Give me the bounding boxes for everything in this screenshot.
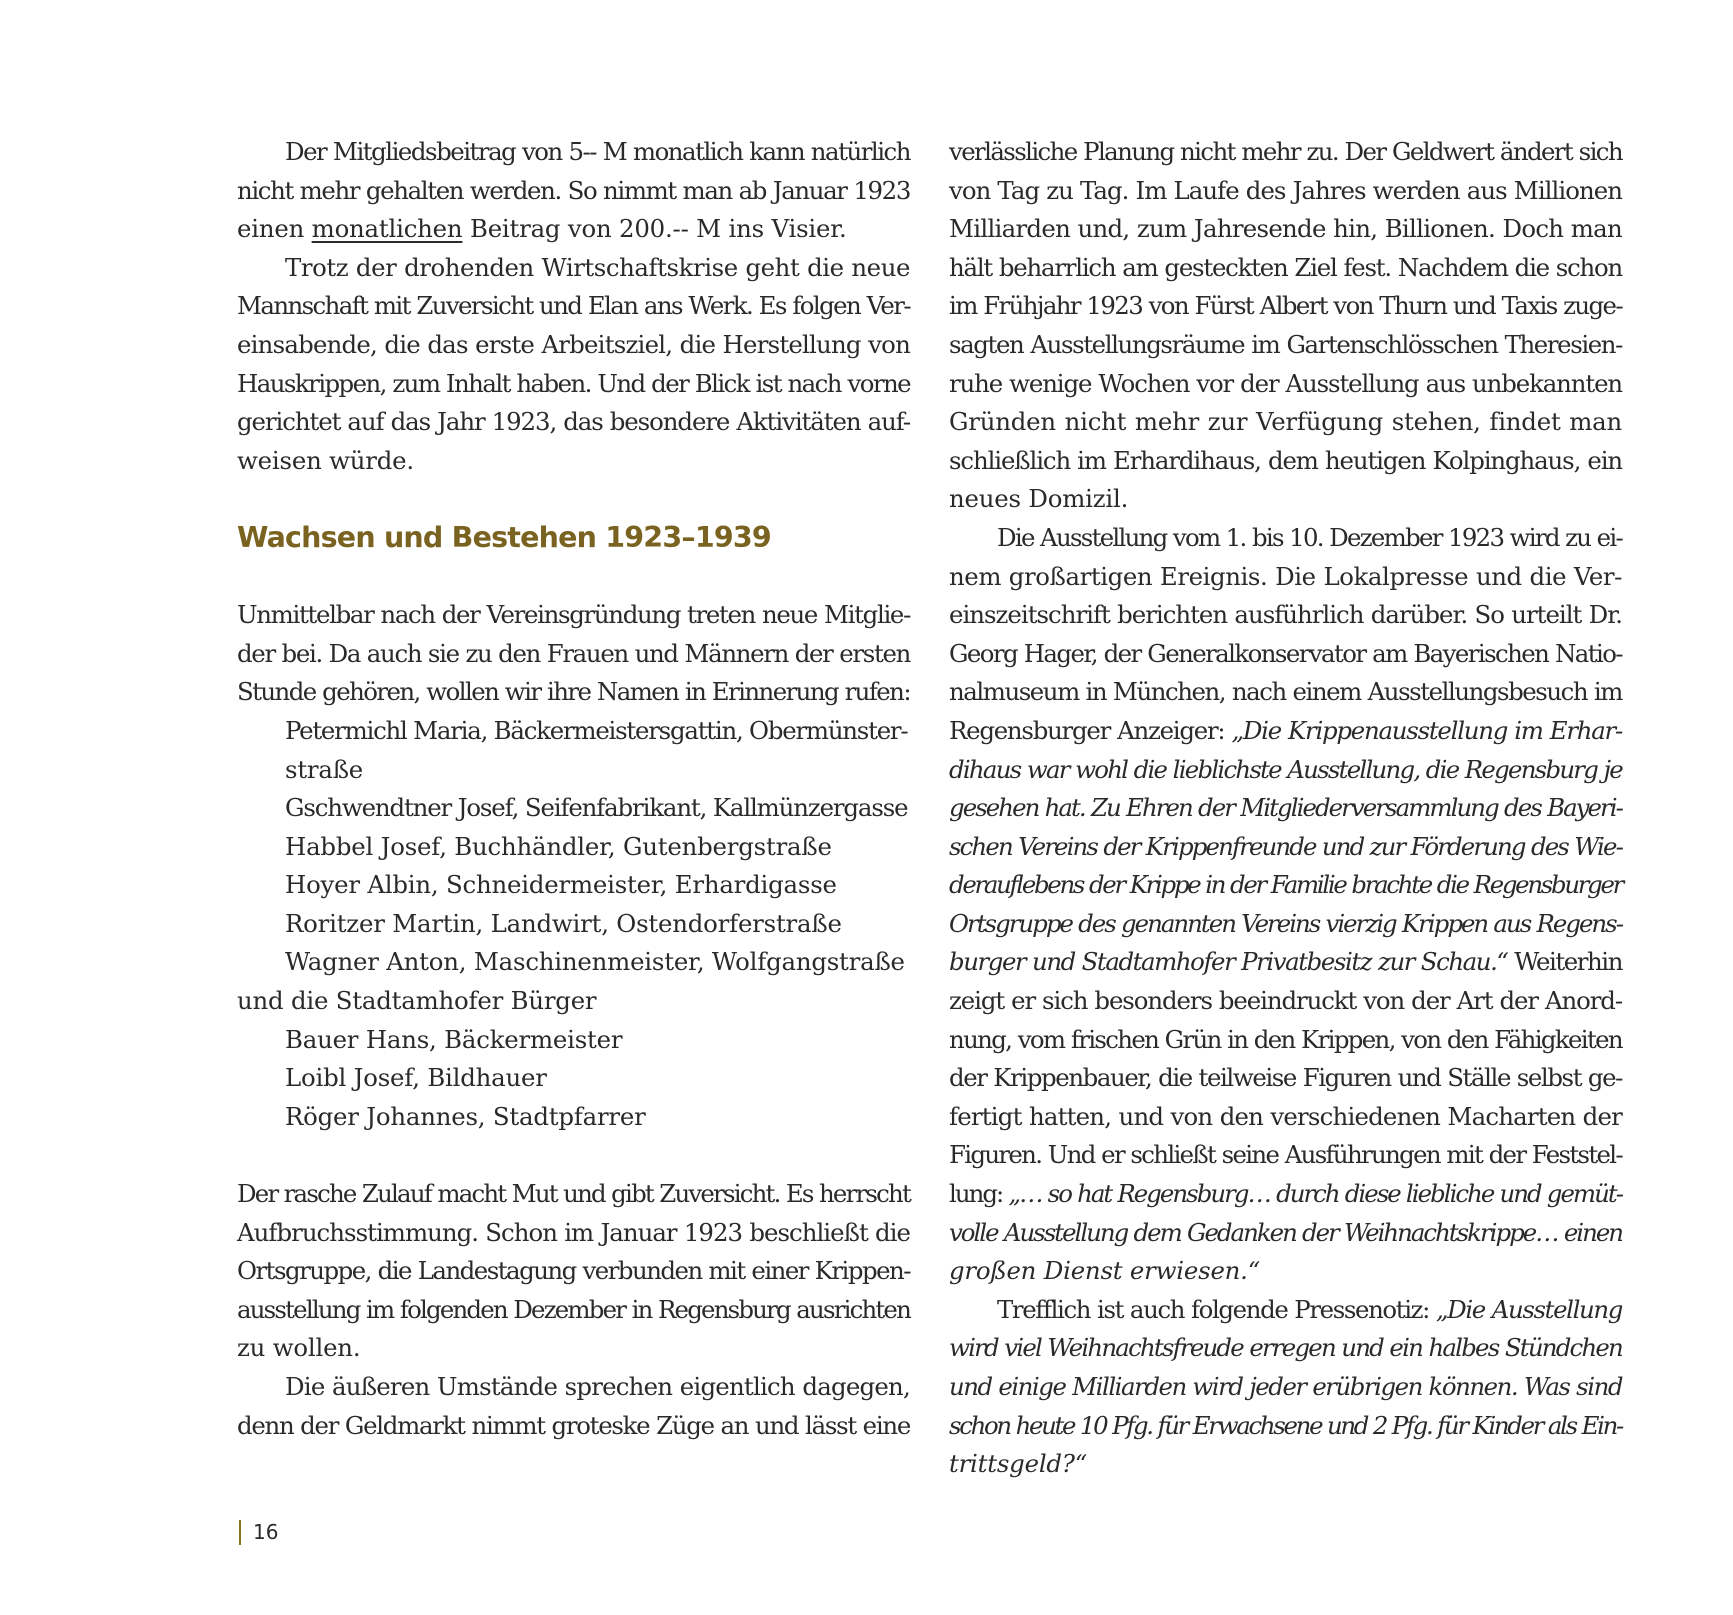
list-item: Gschwendtner Josef, Seifenfabrikant, Kallmünzergasse: [285, 793, 908, 823]
text-line: Ortsgruppe, die Landestagung verbunden mit einer Krippen-: [237, 1256, 910, 1286]
text-line: Trotz der drohenden Wirtschaftskrise geht die neue: [285, 252, 910, 282]
paragraph-exhibition: [949, 519, 1622, 1291]
paragraph-membership-fee: [237, 133, 910, 249]
stadtamhof-member-list: [237, 1021, 910, 1137]
list-item: Habbel Josef, Buchhändler, Gutenbergstraße: [285, 831, 832, 861]
list-item: Roritzer Martin, Landwirt, Ostendorferstraße: [285, 908, 842, 938]
text-line: Georg Hager, der Generalkonservator am Bayerischen Natio-: [949, 638, 1622, 668]
text-line: [949, 712, 1622, 751]
text-line: Hauskrippen, zum Inhalt haben. Und der Blick ist nach vorne: [237, 368, 910, 398]
text-line: [949, 943, 1622, 982]
list-item: straße: [285, 754, 364, 784]
text-line: Mannschaft mit Zuversicht und Elan ans Werk. Es folgen Ver-: [237, 291, 910, 321]
paragraph-press-note: [949, 1291, 1622, 1484]
text-line: [237, 210, 910, 249]
text-line: hält beharrlich am gesteckten Ziel fest. Nachdem die schon: [949, 252, 1622, 282]
text-line: [949, 1175, 1622, 1214]
text-line: fertigt hatten, und von den verschiedenen Macharten der: [949, 1101, 1622, 1131]
paragraph-crisis: [237, 249, 910, 481]
underlined-word: monatlichen: [311, 214, 463, 244]
text-fragment: Weiterhin: [1507, 947, 1622, 977]
text-line: ausstellung im folgenden Dezember in Regensburg ausrichten: [237, 1294, 910, 1324]
list-item: Wagner Anton, Maschinenmeister, Wolfgangstraße: [285, 947, 905, 977]
text-line: sagten Ausstellungsräume im Gartenschlösschen Theresien-: [949, 329, 1622, 359]
text-line: schließlich im Erhardihaus, dem heutigen Kolpinghaus, ein: [949, 445, 1622, 475]
text-line: und die Stadtamhofer Bürger: [237, 986, 597, 1016]
text-line: verlässliche Planung nicht mehr zu. Der Geldwert ändert sich: [949, 137, 1622, 166]
quote-fragment: burger und Stadtamhofer Privatbesitz zur Schau.“: [949, 947, 1508, 977]
text-line: Milliarden und, zum Jahresende hin, Billionen. Doch man: [949, 214, 1622, 244]
text-line: Die Ausstellung vom 1. bis 10. Dezember 1923 wird zu ei-: [997, 522, 1622, 552]
text-line: nicht mehr gehalten werden. So nimmt man ab Januar 1923: [237, 175, 910, 205]
text-line: von Tag zu Tag. Im Laufe des Jahres werden aus Millionen: [949, 175, 1622, 205]
text-line: Unmittelbar nach der Vereinsgründung treten neue Mitglie-: [237, 600, 910, 630]
quote-line: volle Ausstellung dem Gedanken der Weihnachtskrippe… einen: [949, 1217, 1622, 1247]
text-line: Figuren. Und er schließt seine Ausführungen mit der Feststel-: [949, 1140, 1622, 1170]
quote-line: wird viel Weihnachtsfreude erregen und ein halbes Stündchen: [949, 1333, 1622, 1363]
text-fragment: Beitrag von 200.-- M ins Visier.: [462, 214, 847, 244]
text-line: zu wollen.: [237, 1333, 361, 1363]
text-line: der Krippenbauer, die teilweise Figuren und Ställe selbst ge-: [949, 1063, 1622, 1093]
quote-fragment: „Die Ausstellung: [1435, 1294, 1622, 1324]
text-line: im Frühjahr 1923 von Fürst Albert von Thurn und Taxis zuge-: [949, 291, 1622, 321]
paragraph-circumstances: [237, 1368, 910, 1445]
text-line: [949, 1291, 1622, 1330]
quote-fragment: „Die Krippenausstellung im Erhar-: [1231, 715, 1622, 745]
list-item: Hoyer Albin, Schneidermeister, Erhardigasse: [285, 870, 837, 900]
paragraph-planning: [949, 133, 1622, 519]
text-line: Gründen nicht mehr zur Verfügung stehen, findet man: [949, 407, 1622, 437]
list-item: Petermichl Maria, Bäckermeistersgattin, Obermünster-: [285, 715, 908, 745]
text-line: nalmuseum in München, nach einem Ausstellungsbesuch im: [949, 677, 1622, 707]
text-line: denn der Geldmarkt nimmt groteske Züge an und lässt eine: [237, 1410, 910, 1440]
quote-fragment: „… so hat Regensburg… durch diese liebliche und gemüt-: [1008, 1179, 1622, 1209]
paragraph-new-members: [237, 596, 910, 712]
paragraph-growth: [237, 1175, 910, 1368]
quote-line: derauflebens der Krippe in der Familie brachte die Regensburger: [949, 870, 1622, 900]
page-footer: [239, 1518, 278, 1546]
spacer: [237, 480, 910, 519]
left-column: [237, 133, 910, 1445]
text-line: Der rasche Zulauf macht Mut und gibt Zuversicht. Es herrscht: [237, 1179, 910, 1209]
text-line: nung, vom frischen Grün in den Krippen, von den Fähigkeiten: [949, 1024, 1622, 1054]
page-number: 16: [253, 1520, 279, 1544]
text-fragment: einen: [237, 214, 312, 244]
text-line: einsabende, die das erste Arbeitsziel, die Herstellung von: [237, 329, 910, 359]
quote-line: schen Vereins der Krippenfreunde und zur Förderung des Wie-: [949, 831, 1622, 861]
quote-line: Ortsgruppe des genannten Vereins vierzig Krippen aus Regens-: [949, 908, 1622, 938]
text-fragment: Trefflich ist auch folgende Pressenotiz:: [997, 1294, 1436, 1324]
text-line: Die äußeren Umstände sprechen eigentlich dagegen,: [285, 1372, 910, 1401]
quote-line: trittsgeld?“: [949, 1449, 1087, 1479]
member-list: [237, 712, 910, 982]
text-line: nem großartigen Ereignis. Die Lokalpresse und die Ver-: [949, 561, 1622, 591]
text-line: neues Domizil.: [949, 484, 1129, 514]
text-line: der bei. Da auch sie zu den Frauen und Männern der ersten: [237, 638, 910, 668]
text-line: Stunde gehören, wollen wir ihre Namen in Erinnerung rufen:: [237, 677, 910, 707]
spacer: [237, 558, 910, 597]
text-fragment: Regensburger Anzeiger:: [949, 715, 1232, 745]
spacer: [237, 1136, 910, 1175]
footer-rule: [239, 1520, 241, 1545]
right-column: [949, 133, 1622, 1484]
quote-line: schon heute 10 Pfg. für Erwachsene und 2 Pfg. für Kinder als Ein-: [949, 1410, 1622, 1440]
text-line: gerichtet auf das Jahr 1923, das besondere Aktivitäten auf-: [237, 407, 910, 437]
text-line: ruhe wenige Wochen vor der Ausstellung aus unbekannten: [949, 368, 1622, 398]
text-line: Der Mitgliedsbeitrag von 5-- M monatlich kann natürlich: [285, 137, 910, 166]
section-heading: Wachsen und Bestehen 1923–1939: [237, 520, 771, 554]
text-line: einszeitschrift berichten ausführlich darüber. So urteilt Dr.: [949, 600, 1622, 630]
text-line: weisen würde.: [237, 445, 414, 475]
quote-line: und einige Milliarden wird jeder erübrigen können. Was sind: [949, 1372, 1622, 1401]
quote-line: gesehen hat. Zu Ehren der Mitgliederversammlung des Bayeri-: [949, 793, 1622, 823]
text-line: Aufbruchsstimmung. Schon im Januar 1923 beschließt die: [237, 1217, 910, 1247]
list-item: Röger Johannes, Stadtpfarrer: [285, 1101, 646, 1131]
text-fragment: lung:: [949, 1179, 1009, 1209]
list-item: Bauer Hans, Bäckermeister: [285, 1024, 623, 1054]
list-item: Loibl Josef, Bildhauer: [285, 1063, 547, 1093]
text-line: zeigt er sich besonders beeindruckt von der Art der Anord-: [949, 986, 1622, 1016]
quote-line: dihaus war wohl die lieblichste Ausstellung, die Regensburg je: [949, 754, 1622, 784]
quote-line: großen Dienst erwiesen.“: [949, 1256, 1261, 1286]
